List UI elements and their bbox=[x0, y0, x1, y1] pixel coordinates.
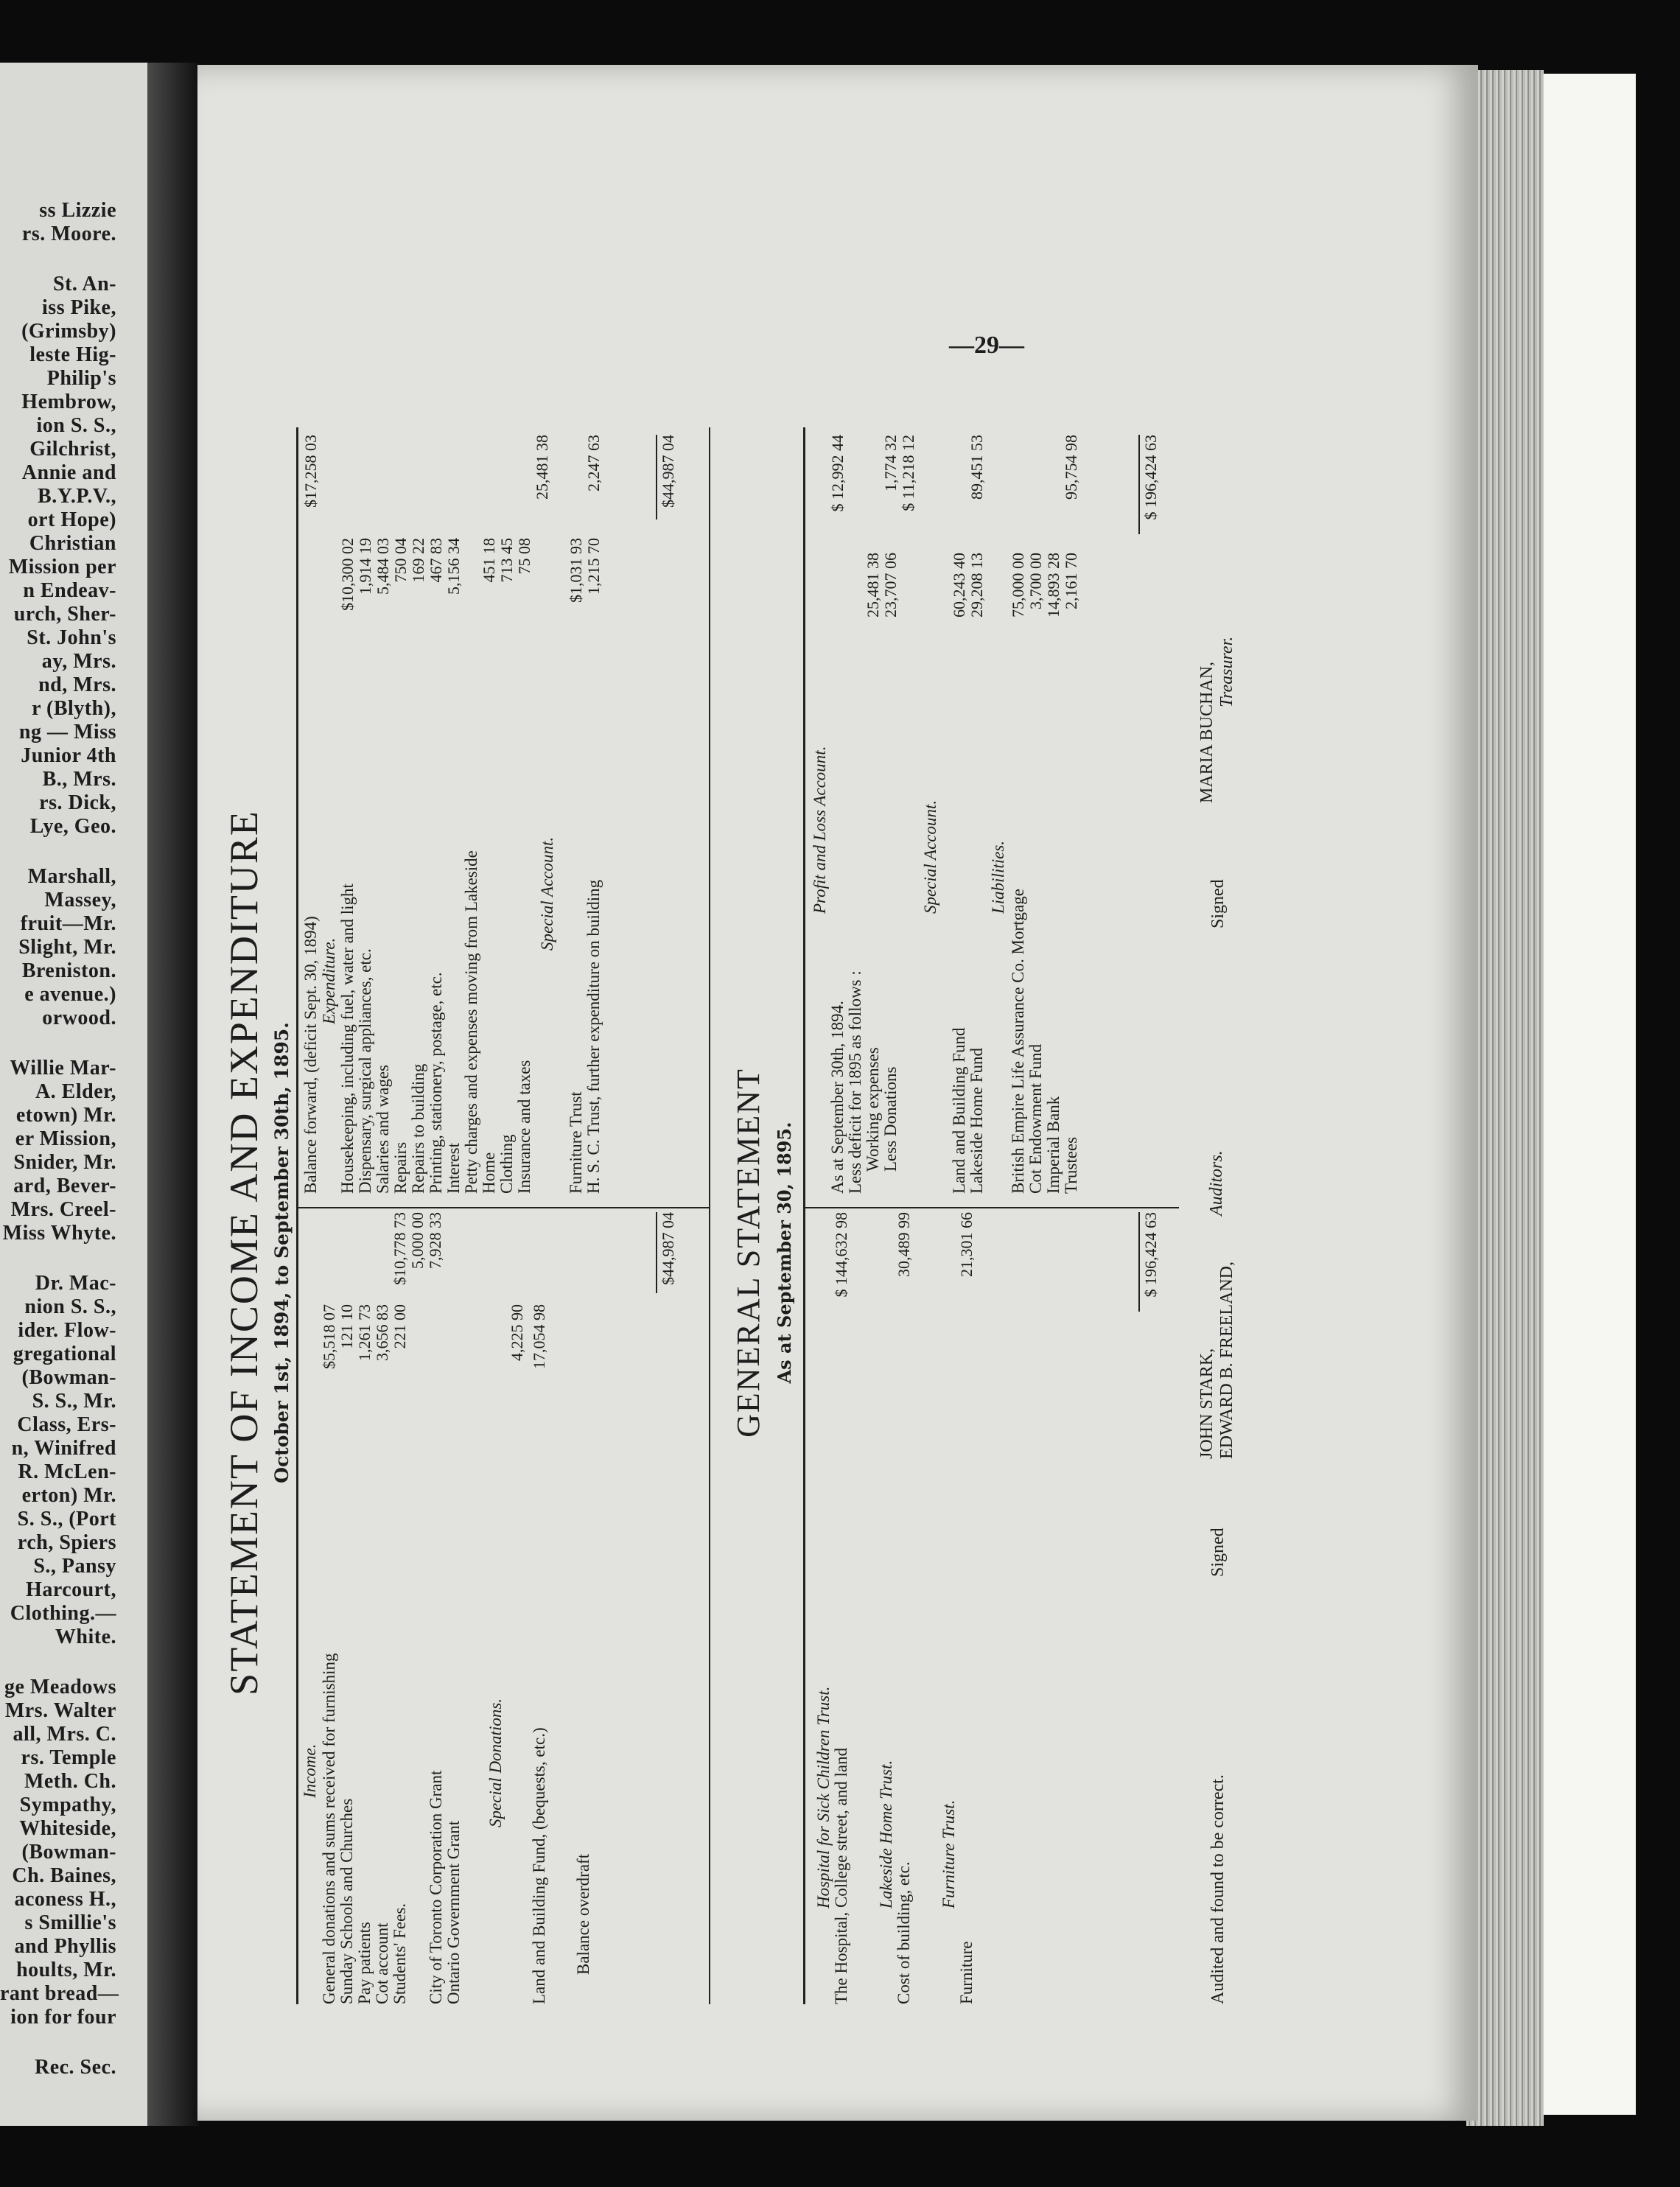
assets-total: $ 196,424 63 bbox=[1141, 1212, 1160, 1298]
income-amount: 3,656 83 bbox=[373, 1304, 391, 1361]
left-page-line: ng — Miss bbox=[18, 721, 116, 743]
special-account-heading: Special Account. bbox=[538, 836, 556, 951]
asset-amount: $ 144,632 98 bbox=[832, 1212, 850, 1298]
expenditure-amount: $10,300 02 bbox=[338, 538, 357, 611]
left-page-line: Class, Ers- bbox=[17, 1413, 116, 1436]
left-page-line: rs. Temple bbox=[21, 1746, 116, 1769]
income-subtotal: $10,778 73 bbox=[391, 1212, 409, 1285]
left-page-line: St. An- bbox=[53, 273, 116, 295]
pl-row: As at September 30th, 1894. bbox=[828, 1001, 847, 1194]
left-page-line: S., Pansy bbox=[33, 1555, 116, 1578]
auditor-name: JOHN STARK, bbox=[1197, 1348, 1217, 1459]
left-page-line: Sympathy, bbox=[19, 1794, 116, 1816]
left-page-line: Snider, Mr. bbox=[13, 1151, 116, 1174]
land-fund-amount: 17,054 98 bbox=[530, 1304, 548, 1369]
left-page-line: s Smillie's bbox=[24, 1911, 116, 1934]
left-page-line: rs. Dick, bbox=[39, 791, 116, 814]
left-page-line: rant bread— bbox=[0, 1982, 119, 2005]
income-total-rule bbox=[656, 1212, 657, 1293]
left-page-line: S. S., (Port bbox=[17, 1508, 116, 1530]
statement-box bbox=[214, 221, 1452, 2019]
left-page-line: orwood. bbox=[42, 1007, 116, 1029]
income-amount: 121 10 bbox=[337, 1304, 356, 1349]
left-page-line: Slight, Mr. bbox=[18, 936, 116, 959]
expenditure-row: Printing, stationery, postage, etc. bbox=[427, 972, 445, 1194]
left-page-line: all, Mrs. C. bbox=[13, 1723, 116, 1746]
expenditure-amount: 750 04 bbox=[391, 538, 410, 583]
expenditure-row: Repairs bbox=[391, 1141, 410, 1194]
left-page-line: ion for four bbox=[10, 2006, 116, 2029]
special-row: H. S. C. Trust, further expenditure on building bbox=[584, 879, 603, 1194]
left-page-line: White. bbox=[55, 1626, 116, 1648]
pl-right: 1,774 32 bbox=[881, 435, 900, 491]
pl-heading: Profit and Loss Account. bbox=[811, 746, 829, 914]
income-amount: $5,518 07 bbox=[320, 1304, 338, 1369]
expenditure-row: Salaries and wages bbox=[374, 1065, 392, 1194]
expenditure-amount: 5,484 03 bbox=[374, 538, 392, 595]
asset-heading: Lakeside Home Trust. bbox=[877, 1760, 895, 1908]
expenditure-amount: 451 18 bbox=[480, 538, 498, 583]
income-row: Sunday Schools and Churches bbox=[337, 1798, 356, 2004]
income-title: STATEMENT OF INCOME AND EXPENDITURE bbox=[222, 810, 266, 1696]
liability-amount: 2,161 70 bbox=[1062, 553, 1080, 609]
treasurer-name: MARIA BUCHAN, bbox=[1197, 661, 1217, 803]
grant-amount: 5,000 00 bbox=[408, 1212, 427, 1269]
left-page bbox=[0, 63, 158, 2126]
grant-row: City of Toronto Corporation Grant bbox=[427, 1770, 445, 2004]
asset-row: The Hospital, College street, and land bbox=[832, 1747, 850, 2004]
left-page-line: Mrs. Creel- bbox=[10, 1198, 116, 1221]
left-page-line: Dr. Mac- bbox=[35, 1272, 116, 1295]
expenditure-row: Repairs to building bbox=[409, 1063, 427, 1194]
liability-row: British Empire Life Assurance Co. Mortgage bbox=[1009, 889, 1027, 1194]
left-page-line: ard, Bever- bbox=[13, 1175, 116, 1197]
left-page-line: Junior 4th bbox=[21, 744, 116, 767]
left-page-line: nd, Mrs. bbox=[38, 673, 116, 696]
expenditure-row: Housekeeping, including fuel, water and light bbox=[338, 883, 357, 1194]
pl-right: $ 11,218 12 bbox=[899, 435, 917, 511]
liability-row: Imperial Bank bbox=[1044, 1096, 1063, 1194]
income-bottom-rule bbox=[709, 427, 710, 2004]
general-total: $ 196,424 63 bbox=[1141, 435, 1160, 520]
left-page-line: A. Elder, bbox=[35, 1080, 116, 1103]
treasurer-title: Treasurer. bbox=[1217, 636, 1236, 707]
left-page-line: Meth. Ch. bbox=[24, 1770, 116, 1793]
expenditure-row: Petty charges and expenses moving from Lakeside bbox=[462, 850, 480, 1194]
audited-line: Audited and found to be correct. bbox=[1208, 1774, 1228, 2004]
left-page-line: iss Pike, bbox=[42, 296, 116, 319]
left-page-line: Mrs. Walter bbox=[4, 1699, 116, 1722]
left-page-line: ay, Mrs. bbox=[41, 650, 116, 673]
left-page-line: n Endeav- bbox=[23, 579, 116, 602]
expenditure-row: Clothing bbox=[497, 1134, 516, 1194]
asset-amount: 21,301 66 bbox=[957, 1212, 976, 1277]
left-page-line: Christian bbox=[29, 532, 116, 555]
left-page-line: erton) Mr. bbox=[21, 1484, 116, 1507]
expenditure-amount: 713 45 bbox=[497, 538, 516, 583]
left-page-line: Hembrow, bbox=[21, 391, 116, 413]
pl-amount: 23,707 06 bbox=[881, 553, 900, 617]
income-row: Students' Fees. bbox=[391, 1903, 409, 2004]
expenditure-amount: 169 22 bbox=[409, 538, 427, 583]
grant-row: Ontario Government Grant bbox=[444, 1820, 463, 2004]
balance-forward-row: Balance forward, (deficit Sept. 30, 1894) bbox=[301, 916, 320, 1194]
liability-amount: 3,700 00 bbox=[1026, 553, 1045, 609]
pl-amount: 25,481 38 bbox=[864, 553, 882, 617]
left-page-line: Clothing.— bbox=[10, 1602, 116, 1625]
left-page-line: gregational bbox=[13, 1343, 116, 1365]
asset-row: Cost of building, etc. bbox=[895, 1861, 913, 2004]
expenditure-row: Insurance and taxes bbox=[515, 1060, 533, 1194]
left-page-line: fruit—Mr. bbox=[20, 912, 116, 935]
general-special-heading: Special Account. bbox=[921, 799, 939, 914]
expenditure-amount: 75 08 bbox=[515, 538, 533, 575]
expenditure-total-rule bbox=[656, 435, 657, 519]
left-page-line: hoults, Mr. bbox=[16, 1959, 116, 1981]
general-title: GENERAL STATEMENT bbox=[730, 1068, 766, 1438]
left-page-line: and Phyllis bbox=[14, 1935, 116, 1958]
expenditure-total: $44,987 04 bbox=[659, 435, 677, 508]
left-page-line: r (Blyth), bbox=[32, 697, 116, 720]
left-page-line: e avenue.) bbox=[24, 983, 116, 1006]
left-page-line: ort Hope) bbox=[27, 508, 116, 531]
special-subtotal: 2,247 63 bbox=[584, 435, 603, 491]
left-page-line: rch, Spiers bbox=[17, 1531, 116, 1554]
general-special-amount: 60,243 40 bbox=[950, 553, 968, 617]
liabilities-total: 95,754 98 bbox=[1062, 435, 1080, 500]
land-fund-row: Land and Building Fund, (bequests, etc.) bbox=[530, 1727, 548, 2004]
general-special-total: 89,451 53 bbox=[967, 435, 986, 500]
left-page-line: Willie Mar- bbox=[10, 1057, 116, 1079]
left-page-line: B., Mrs. bbox=[42, 768, 116, 791]
left-page-line: Lye, Geo. bbox=[29, 815, 116, 838]
special-donations-amount: 4,225 90 bbox=[508, 1304, 526, 1361]
left-page-line: Ch. Baines, bbox=[12, 1864, 116, 1887]
general-subtitle: As at September 30, 1895. bbox=[774, 1122, 795, 1384]
left-page-line: St. John's bbox=[27, 626, 116, 649]
left-page-line: R. McLen- bbox=[18, 1460, 116, 1483]
signed-label: Signed bbox=[1208, 879, 1228, 928]
income-total: $44,987 04 bbox=[659, 1212, 677, 1285]
left-page-line: Harcourt, bbox=[26, 1578, 116, 1601]
left-page-line: ion S. S., bbox=[36, 414, 116, 437]
left-page-line: Philip's bbox=[46, 367, 116, 390]
left-page-line: er Mission, bbox=[15, 1127, 116, 1150]
left-page-line: n, Winifred bbox=[11, 1437, 116, 1460]
asset-amount: 30,489 99 bbox=[895, 1212, 913, 1277]
auditor-name: EDWARD B. FREELAND, bbox=[1217, 1262, 1236, 1459]
income-row: Cot account bbox=[373, 1922, 391, 2004]
expenditure-amount: 467 83 bbox=[427, 538, 445, 583]
statement-upright bbox=[214, 221, 1466, 2063]
left-page-line: Massey, bbox=[44, 889, 116, 911]
left-page-line: leste Hig- bbox=[29, 343, 116, 366]
special-donations-heading: Special Donations. bbox=[486, 1698, 505, 1827]
left-page-line: Gilchrist, bbox=[29, 438, 116, 461]
general-total-rule bbox=[1138, 435, 1140, 534]
general-special-row: Land and Building Fund bbox=[950, 1027, 968, 1194]
income-amount: 221 00 bbox=[391, 1304, 409, 1349]
income-subtitle: October 1st, 1894, to September 30th, 1895. bbox=[271, 1022, 293, 1483]
left-page-line: (Bowman- bbox=[21, 1366, 116, 1389]
left-page-line: ss Lizzie bbox=[39, 199, 116, 222]
asset-row: Furniture bbox=[957, 1941, 976, 2004]
left-page-line: Whiteside, bbox=[19, 1817, 116, 1840]
left-page-line: aconess H., bbox=[14, 1888, 116, 1911]
statement-rotated bbox=[214, 221, 1452, 2019]
pl-row: Less deficit for 1895 as follows : bbox=[846, 970, 864, 1194]
left-page-line: etown) Mr. bbox=[15, 1104, 116, 1127]
left-page-line: (Grimsby) bbox=[21, 320, 116, 343]
expenditure-row: Interest bbox=[444, 1143, 463, 1194]
balance-forward-amount: $17,258 03 bbox=[301, 435, 320, 508]
general-special-amount: 29,208 13 bbox=[967, 553, 986, 617]
income-amount: 1,261 73 bbox=[355, 1304, 374, 1361]
income-row: General donations and sums received for furnishing bbox=[320, 1653, 338, 2004]
left-page-line: Marshall, bbox=[27, 865, 116, 888]
special-amount: $1,031 93 bbox=[567, 538, 585, 603]
left-page-line: Miss Whyte. bbox=[2, 1222, 116, 1245]
income-mid-rule bbox=[296, 1207, 709, 1208]
liability-amount: 14,893 28 bbox=[1044, 553, 1063, 617]
income-heading: Income. bbox=[301, 1743, 319, 1798]
book-gutter bbox=[147, 63, 199, 2126]
overdraft-row: Balance overdraft bbox=[574, 1853, 592, 1975]
grant-amount: 7,928 33 bbox=[426, 1212, 444, 1269]
general-rule bbox=[803, 427, 805, 2004]
left-page-line: B.Y.P.V., bbox=[38, 485, 116, 508]
left-page-line: ider. Flow- bbox=[18, 1319, 116, 1342]
expenditure-subtotal: 25,481 38 bbox=[533, 435, 551, 500]
auditors-label: Auditors. bbox=[1207, 1150, 1226, 1216]
left-page-line: rs. Moore. bbox=[21, 223, 116, 245]
expenditure-row: Dispensary, surgical appliances, etc. bbox=[356, 948, 374, 1194]
expenditure-amount: 5,156 34 bbox=[444, 538, 463, 595]
liability-row: Cot Endowment Fund bbox=[1026, 1043, 1045, 1194]
income-row: Pay patients bbox=[355, 1922, 374, 2004]
asset-heading: Hospital for Sick Children Trust. bbox=[814, 1686, 833, 1908]
expenditure-amount: 1,914 19 bbox=[356, 538, 374, 595]
left-page-line: ge Meadows bbox=[4, 1676, 116, 1698]
expenditure-row: Home bbox=[480, 1152, 498, 1194]
page-number: —29— bbox=[949, 332, 1024, 359]
liabilities-heading: Liabilities. bbox=[989, 840, 1007, 914]
liability-amount: 75,000 00 bbox=[1009, 553, 1027, 617]
pl-row: Less Donations bbox=[881, 1066, 900, 1172]
signed-label: Signed bbox=[1208, 1528, 1228, 1577]
left-page-line: nion S. S., bbox=[24, 1295, 116, 1318]
special-amount: 1,215 70 bbox=[584, 538, 603, 595]
income-rule bbox=[296, 427, 298, 2004]
left-page-line: Rec. Sec. bbox=[34, 2056, 116, 2079]
left-page-line: urch, Sher- bbox=[13, 603, 116, 626]
left-page-line: (Bowman- bbox=[21, 1841, 116, 1864]
assets-total-rule bbox=[1138, 1212, 1140, 1312]
left-page-line: Breniston. bbox=[21, 959, 116, 982]
pl-right: $ 12,992 44 bbox=[828, 435, 847, 512]
left-page-line: Annie and bbox=[21, 461, 116, 484]
left-page-line: S. S., Mr. bbox=[32, 1390, 116, 1413]
liability-row: Trustees bbox=[1062, 1136, 1080, 1194]
expenditure-heading: Expenditure. bbox=[320, 937, 338, 1024]
left-page-line: Mission per bbox=[8, 556, 116, 578]
general-special-row: Lakeside Home Fund bbox=[967, 1047, 986, 1194]
general-mid-rule bbox=[803, 1207, 1179, 1208]
asset-heading: Furniture Trust. bbox=[939, 1799, 958, 1908]
pl-row: Working expenses bbox=[864, 1047, 882, 1172]
special-row: Furniture Trust bbox=[567, 1091, 585, 1194]
